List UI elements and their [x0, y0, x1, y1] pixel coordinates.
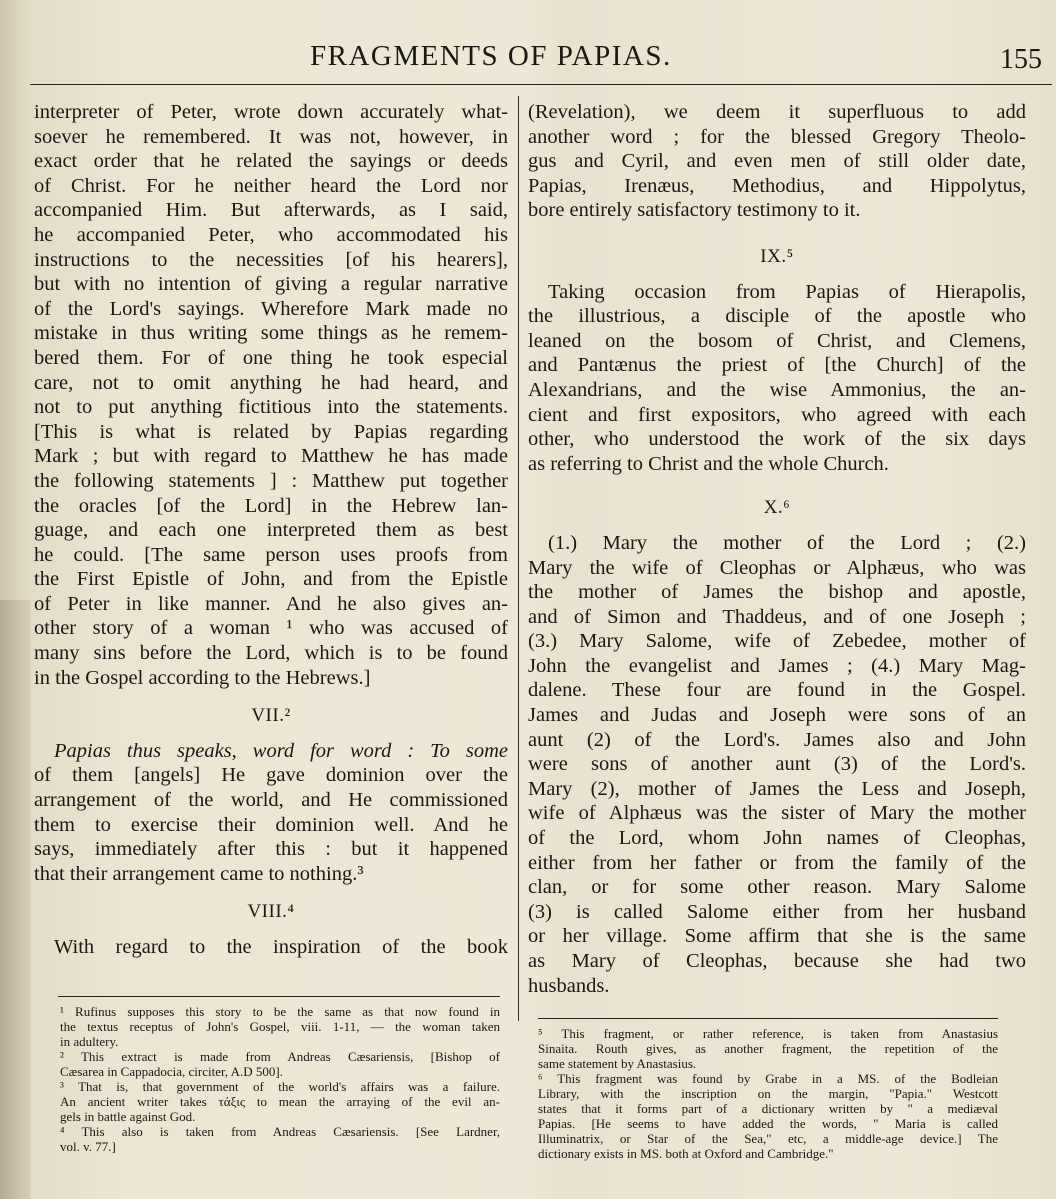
footnote-line: gels in battle against God. — [60, 1109, 196, 1124]
text-line: cient and first expositors, who agreed with each — [528, 403, 1026, 426]
text-line: (1.) Mary the mother of the Lord ; (2.) — [548, 531, 1026, 554]
footnote-line: same statement by Anastasius. — [538, 1056, 697, 1071]
text-line: guage, and each one interpreted them as best — [34, 519, 508, 542]
text-line: John the evangelist and James ; (4.) Mary Mag- — [528, 654, 1026, 677]
text-line: mistake in thus writing some things as he remem- — [34, 322, 508, 345]
section-ix-text — [528, 280, 1026, 477]
text-line: the First Epistle of John, and from the Epistle — [34, 568, 508, 591]
text-line: of them [angels] He gave dominion over the — [34, 764, 508, 787]
text-line: soever he remembered. It was not, however, in — [34, 125, 508, 148]
paragraph-mark-continuation — [34, 100, 508, 690]
text-line: bered them. For of one thing he took especial — [34, 346, 508, 369]
text-line: another word ; for the blessed Gregory Theolo- — [528, 125, 1026, 148]
footnote-line: ⁶ This fragment was found by Grabe in a MS. of the Bodleian — [538, 1071, 998, 1086]
text-line: he accompanied Peter, who accommodated his — [34, 223, 508, 246]
text-line: Alexandrians, and the wise Ammonius, the an- — [528, 378, 1026, 401]
text-line: them to exercise their dominion well. And he — [34, 813, 508, 836]
text-line: exact order that he related the sayings or deeds — [34, 150, 508, 173]
section-x-text — [528, 531, 1026, 998]
text-line: the mother of James the bishop and apostle, — [528, 581, 1026, 604]
text-line: dalene. These four are found in the Gospel. — [528, 679, 1026, 702]
footnote-line: ³ That is, that government of the world's affairs was a failure. — [60, 1079, 500, 1094]
text-line: care, not to omit anything he had heard, and — [34, 371, 508, 394]
text-line: gus and Cyril, and even men of still older date, — [528, 150, 1026, 173]
page-header — [20, 40, 1056, 80]
text-line: bore entirely satisfactory testimony to it. — [528, 199, 861, 222]
text-line: the illustrious, a disciple of the apostle who — [528, 305, 1026, 328]
text-line: and Pantænus the priest of [the Church] of the — [528, 354, 1026, 377]
text-line: leaned on the bosom of Christ, and Clemens, — [528, 329, 1026, 352]
text-line: aunt (2) of the Lord's. James also and John — [528, 728, 1026, 751]
text-line: accompanied Him. But afterwards, as I said, — [34, 199, 508, 222]
binding-gutter — [0, 600, 30, 1199]
text-line: Mark ; but with regard to Matthew he has made — [34, 445, 508, 468]
footnotes-right — [538, 1026, 998, 1161]
text-line: With regard to the inspiration of the book — [54, 936, 508, 958]
text-line: that their arrangement came to nothing.³ — [34, 862, 364, 885]
footnotes-left — [60, 1004, 500, 1154]
text-line: James and Judas and Joseph were sons of an — [528, 704, 1026, 727]
text-line: not to put anything fictitious into the statements. — [34, 396, 508, 419]
text-line: of the Lord's sayings. Wherefore Mark made no — [34, 297, 508, 320]
footnote-line: An ancient writer takes τάξις to mean the arraying of the evil an- — [60, 1094, 500, 1109]
section-heading-ix: IX.⁵ — [760, 245, 794, 267]
section-vii-text — [34, 739, 508, 887]
footnote-line: in adultery. — [60, 1034, 119, 1049]
text-line: of Peter in like manner. And he also gives an- — [34, 592, 508, 615]
text-line: [This is what is related by Papias regarding — [34, 420, 508, 443]
text-line: of Christ. For he neither heard the Lord nor — [34, 174, 508, 197]
text-line: the oracles [of the Lord] in the Hebrew lan- — [34, 494, 508, 517]
footnote-line: Library, with the inscription on the margin, "Papia." Westcott — [538, 1086, 998, 1101]
text-line: Papias thus speaks, word for word : To some — [54, 739, 508, 762]
text-line: as Mary of Cleophas, because she had two — [528, 950, 1026, 972]
footnote-line: Cæsarea in Cappadocia, circiter, A.D 500]. — [60, 1064, 283, 1079]
right-column — [528, 100, 1026, 998]
text-line: says, immediately after this : but it happened — [34, 838, 508, 861]
text-line: but with no intention of giving a regular narrative — [34, 273, 508, 296]
footnote-line: ⁴ This also is taken from Andreas Cæsariensis. [See Lardner, — [60, 1124, 500, 1139]
text-line: he could. [The same person uses proofs from — [34, 543, 508, 566]
footnote-line: vol. v. 77.] — [60, 1139, 116, 1154]
footnote-line: ¹ Rufinus supposes this story to be the same as that now found in — [60, 1004, 500, 1019]
text-line: Mary the wife of Cleophas or Alphæus, who was — [528, 556, 1026, 579]
section-heading-viii: VIII.⁴ — [247, 901, 295, 923]
section-heading-x: X.⁶ — [763, 497, 791, 519]
text-line: husbands. — [528, 974, 610, 997]
text-line: and of Simon and Thaddeus, and of one Joseph ; — [528, 605, 1026, 628]
column-divider — [518, 96, 519, 1021]
text-line: were sons of another aunt (3) of the Lord's. — [528, 753, 1026, 776]
page-number: 155 — [1000, 44, 1042, 75]
section-viii-text — [34, 935, 508, 960]
running-title: FRAGMENTS OF PAPIAS. — [310, 40, 672, 72]
text-line: in the Gospel according to the Hebrews.] — [34, 666, 371, 689]
text-line: Mary (2), mother of James the Less and Joseph, — [528, 777, 1026, 800]
text-line: of the Lord, whom John names of Cleophas, — [528, 827, 1026, 850]
footnote-line: Papias. [He seems to have added the words, " Maria is called — [538, 1116, 998, 1131]
footnote-line: the textus receptus of John's Gospel, viii. 1-11, — the woman taken — [60, 1019, 500, 1034]
text-line: Taking occasion from Papias of Hierapolis, — [548, 280, 1026, 303]
text-line: Papias, Irenæus, Methodius, and Hippolytus, — [528, 174, 1026, 197]
text-line: many sins before the Lord, which is to be found — [34, 642, 508, 665]
footnote-line: states that it forms part of a dictionary written by " a mediæval — [538, 1101, 998, 1116]
text-line: (3.) Mary Salome, wife of Zebedee, mother of — [528, 630, 1026, 653]
footnote-rule-left — [58, 996, 500, 997]
header-rule — [30, 84, 1052, 85]
footnote-line: Illuminatrix, or Star of the Sea," etc, a middle-age device.] The — [538, 1131, 998, 1146]
text-line: as referring to Christ and the whole Church. — [528, 452, 889, 475]
text-line: (3) is called Salome either from her husband — [528, 900, 1026, 923]
text-line: the following statements ] : Matthew put together — [34, 469, 508, 492]
text-line: wife of Alphæus was the sister of Mary the mother — [528, 802, 1026, 825]
text-line: either from her father or from the family of the — [528, 851, 1026, 874]
footnote-rule-right — [538, 1018, 998, 1019]
footnote-line: Sinaita. Routh gives, as another fragment, the repetition of the — [538, 1041, 998, 1056]
section-heading-vii: VII.² — [251, 705, 291, 727]
text-line: arrangement of the world, and He commissioned — [34, 789, 508, 812]
text-line: or her village. Some affirm that she is the same — [528, 925, 1026, 948]
left-column — [34, 100, 508, 960]
footnote-line: dictionary exists in MS. both at Oxford and Cambridge." — [538, 1146, 834, 1161]
text-line: instructions to the necessities [of his hearers], — [34, 248, 508, 271]
footnote-line: ⁵ This fragment, or rather reference, is taken from Anastasius — [538, 1026, 998, 1041]
paragraph-revelation-continuation — [528, 100, 1026, 223]
text-line: (Revelation), we deem it superfluous to add — [528, 101, 1026, 123]
text-line: other, who understood the work of the six days — [528, 428, 1026, 451]
text-line: clan, or for some other reason. Mary Salome — [528, 876, 1026, 899]
text-line: other story of a woman ¹ who was accused of — [34, 617, 508, 640]
text-line: interpreter of Peter, wrote down accurately what- — [34, 101, 508, 123]
footnote-line: ² This extract is made from Andreas Cæsariensis, [Bishop of — [60, 1049, 500, 1064]
